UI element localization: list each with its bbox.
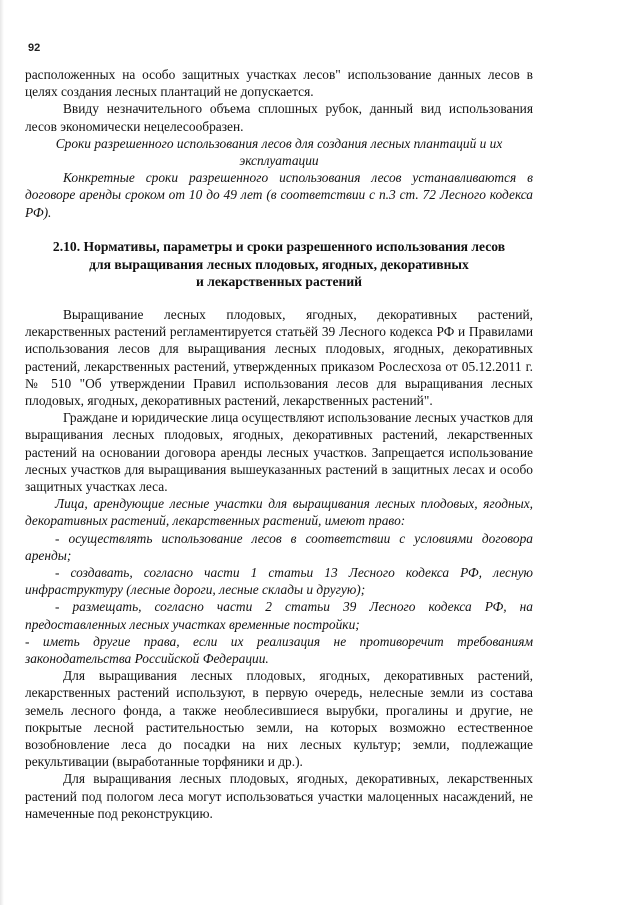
- scan-edge-shadow: [0, 0, 4, 905]
- italic-paragraph-rights: Лица, арендующие лесные участки для выращивания лесных плодовых, ягодных, декоративных растений, лекарственных растений, имеют право:: [25, 496, 533, 529]
- heading-line-3: и лекарственных растений: [195, 274, 363, 290]
- section-heading-2-10: [25, 238, 533, 291]
- list-item-right-3: - размещать, согласно части 2 статьи 39 Лесного кодекса РФ, на предоставленных лесных участках временные постройки;: [25, 599, 533, 632]
- paragraph-continuation: расположенных на особо защитных участках лесов" использование данных лесов в целях создания лесных плантаций не допускается.: [25, 67, 533, 100]
- page-number: 92: [28, 42, 41, 54]
- list-item-right-1: - осуществлять использование лесов в соответствии с условиями договора аренды;: [25, 530, 533, 563]
- paragraph-canopy-plots: Для выращивания лесных плодовых, ягодных, декоративных, лекарственных растений под пологом леса могут использоваться участки малоценных насаждений, не намеченные под реконструкцию.: [25, 771, 533, 821]
- main-section: [25, 306, 533, 822]
- list-item-right-4: - иметь другие права, если их реализация не противоречит требованиям законодательства Российской Федерации.: [25, 633, 533, 667]
- paragraph-regulation: Выращивание лесных плодовых, ягодных, декоративных растений, лекарственных растений регламентируется статьёй 39 Лесного кодекса РФ и Правилами использования лесов для выращивания лесных плодовых, ягодных, декоративных растений, лекарственных растений, утвержденных приказом Рослесхоза от 05.12.2011 г. № 510 "Об утверждении Правил использования лесов для выращивания лесных плодовых, ягодных, декоративных растений, лекарственных растений".: [25, 307, 533, 409]
- paragraph-land-use: Для выращивания лесных плодовых, ягодных, декоративных растений, лекарственных растений используют, в первую очередь, нелесные земли из состава земель лесного фонда, а также необлесившиеся вырубки, прогалины и другие, не покрытые лесной растительностью земли, на которых возможно естественное возобновление леса до посадки на них лесных культур; земли, подлежащие рекультивации (выработанные торфяники и др.).: [25, 668, 533, 770]
- paragraph-clear-cutting: Ввиду незначительного объема сплошных рубок, данный вид использования лесов экономически нецелесообразен.: [25, 101, 533, 134]
- italic-subtitle-terms: Сроки разрешенного использования лесов для создания лесных плантаций и их эксплуатации: [55, 135, 503, 169]
- paragraph-lease-basis: Граждане и юридические лица осуществляют использование лесных участков для выращивания лесных плодовых, ягодных, декоративных растений, лекарственных растений на основании договора аренды лесных участков. Запрещается использование лесных участков для выращивания вышеуказанных растений в защитных лесах и особо защитных участках леса.: [25, 410, 533, 495]
- italic-paragraph-lease-terms: Конкретные сроки разрешенного использования лесов устанавливаются в договоре аренды сроком от 10 до 49 лет (в соответствии с п.3 ст. 72 Лесного кодекса РФ).: [25, 170, 533, 220]
- heading-line-1: 2.10. Нормативы, параметры и сроки разрешенного использования лесов: [52, 239, 506, 254]
- heading-line-2: для выращивания лесных плодовых, ягодных, декоративных: [89, 256, 469, 272]
- list-item-right-2: - создавать, согласно части 1 статьи 13 Лесного кодекса РФ, лесную инфраструктуру (лесные дороги, лесные склады и другую);: [25, 565, 533, 598]
- top-section: [25, 66, 533, 221]
